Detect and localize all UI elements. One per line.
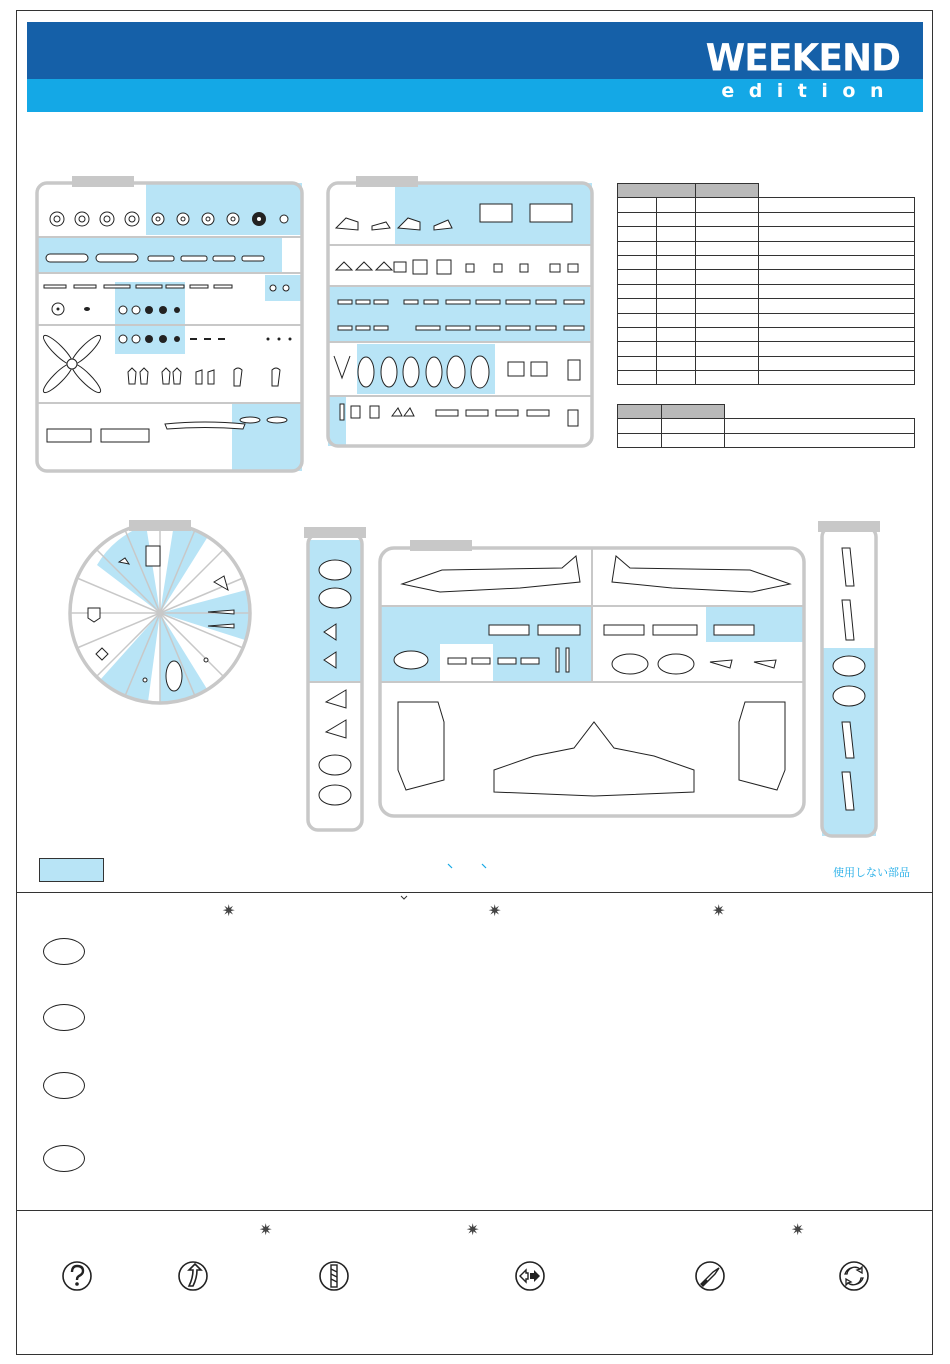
divider: [16, 892, 933, 893]
svg-text:✷: ✷: [791, 1220, 805, 1239]
up-arrow-icon: [177, 1260, 209, 1292]
star-markers: [222, 901, 804, 1239]
svg-text:✷: ✷: [712, 901, 726, 920]
legend-swatch: [39, 858, 104, 882]
step-badge: [43, 1145, 85, 1172]
table-header-cell: [618, 405, 662, 419]
question-icon: [61, 1260, 93, 1292]
table-header-cell: [696, 184, 759, 198]
step-badge: [43, 1004, 85, 1031]
svg-text:✷: ✷: [222, 901, 236, 920]
sprue-fuselage: [380, 540, 804, 816]
brand-title: WEEKEND: [705, 36, 900, 81]
svg-text:✷: ✷: [466, 1220, 480, 1239]
knife-icon: [694, 1260, 726, 1292]
divider: [16, 1210, 933, 1211]
step-badge: [43, 1072, 85, 1099]
sprue-right-vertical: [818, 521, 880, 836]
direction-arrow-icon: [514, 1260, 546, 1292]
brand-subtitle: edition: [721, 80, 898, 102]
svg-text:✷: ✷: [488, 901, 502, 920]
sprue-round: [70, 520, 250, 703]
sprue-a: [37, 176, 302, 471]
step-badge: [43, 938, 85, 965]
svg-text:✷: ✷: [259, 1220, 273, 1239]
table-header-blank: [725, 405, 915, 419]
drill-icon: [318, 1260, 350, 1292]
table-header-blank: [759, 184, 915, 198]
sprue-left-vertical: [304, 527, 366, 830]
sprue-b: [328, 176, 592, 446]
table-header-cell: [618, 184, 696, 198]
small-table: [617, 404, 915, 448]
parts-table: [617, 183, 915, 385]
unused-parts-label: 使用しない部品: [833, 866, 910, 879]
table-header-cell: [662, 405, 725, 419]
rotate-icon: [838, 1260, 870, 1292]
